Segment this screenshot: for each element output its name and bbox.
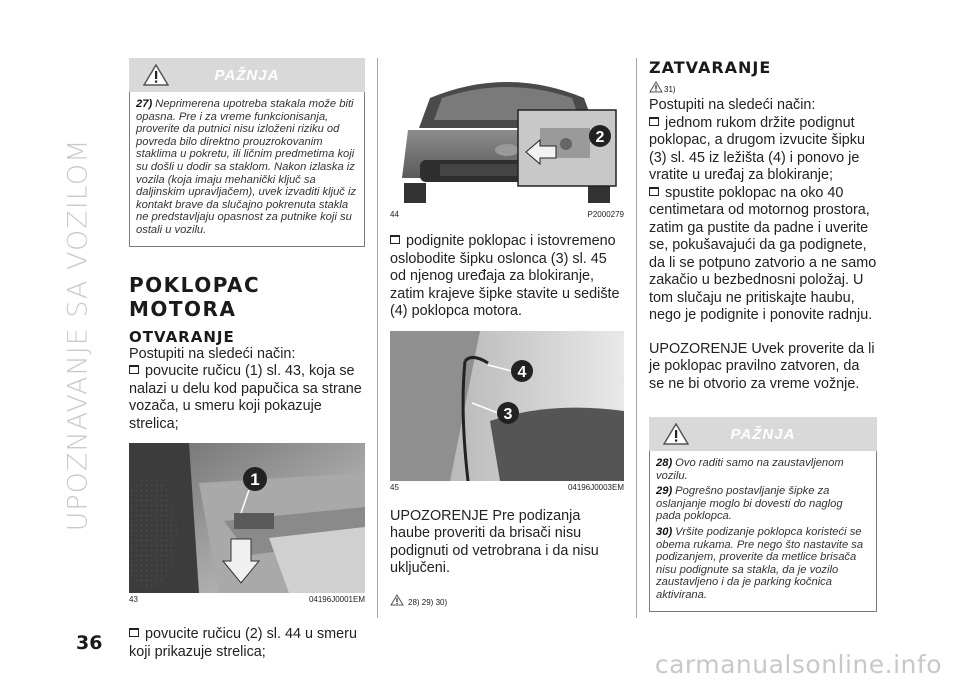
subsection-heading: OTVARANJE [129, 327, 235, 346]
warning-triangle-icon [390, 594, 404, 606]
figure-code: P2000279 [587, 210, 624, 219]
watermark: carmanualsonline.info [654, 650, 942, 679]
figure-45 [390, 331, 624, 492]
warning-title: PAŽNJA [214, 66, 280, 84]
caution-note: UPOZORENJE Uvek proverite da li je poklopac pravilno zatvoren, da se ne bi otvorio za vreme vožnje. [649, 340, 875, 392]
section-side-title: UPOZNAVANJE SA VOZILOM [62, 138, 94, 532]
figure-code: 04196J0003EM [567, 482, 624, 492]
figure-43 [129, 443, 365, 604]
bullet-box-icon [390, 235, 400, 244]
figure-44-image [390, 58, 624, 208]
warning-block [649, 417, 877, 612]
warning-number: 27) [136, 98, 153, 110]
figure-code: 04196J0001EM [308, 595, 365, 605]
column-1 [129, 58, 365, 661]
column-divider [636, 58, 637, 618]
warning-text: Ovo raditi samo na zaustavljenom vozilu. [656, 457, 844, 482]
figure-43-image [129, 443, 365, 593]
figure-number: 43 [129, 595, 138, 605]
bullet-box-icon [649, 187, 659, 196]
figure-43-callout: 1 [250, 470, 260, 490]
figure-number: 45 [390, 482, 399, 492]
page-number: 36 [76, 632, 103, 654]
bullet-item: spustite poklopac na oko 40 centimetara od motornog prostora, zatim ga pustite da padne i uverite se, pokušavajući da ga podignete, da li se potpuno zatvorio a ne samo zakačio u bezbednosni položaj. U tom slučaju ne pritiskajte haubu, nego je podignite i ponovite radnju. [649, 184, 877, 323]
intro-text: Postupiti na sledeći način: [129, 345, 296, 362]
warning-triangle-icon [143, 63, 169, 87]
warning-box: 28) Ovo raditi samo na zaustavljenom vozilu. 29) Pogrešno postavljanje šipke za oslanjanje moglo bi dovesti do naglog pada poklopca. 30) Vršite podizanje poklopca koristeći se obema rukama. Pre nego što nastavite sa podizanjem, proverite da metlice brisača nisu podignute sa stakla, da je vozilo zaustavljeno i da je parking kočnica aktivirana. [649, 451, 877, 612]
warning-header [129, 58, 365, 92]
subsection-heading: ZATVARANJE [649, 58, 772, 77]
bullet-box-icon [649, 117, 659, 126]
bullet-item: jednom rukom držite podignut poklopac, a drugom izvucite šipku (3) sl. 45 iz ležišta (4) i ponovo je vratite u uređaj za blokiranje; [649, 114, 865, 183]
figure-44 [390, 58, 624, 219]
bullet-item: povucite ručicu (1) sl. 43, koja se nalazi u delu kod papučica sa strane vozača, u smeru koji pokazuje strelica; [129, 363, 362, 432]
column-2 [390, 58, 624, 610]
bullet-item: podignite poklopac i istovremeno oslobodite šipku oslonca (3) sl. 45 od njenog uređaja za blokiranje, zatim krajeve šipke stavite u sedište (4) poklopca motora. [390, 233, 620, 319]
warning-reference: 31) [649, 79, 877, 97]
warning-title: PAŽNJA [730, 425, 796, 443]
section-heading: POKLOPAC MOTORA [129, 272, 261, 321]
column-3 [649, 58, 877, 612]
warning-text: Vršite podizanje poklopca koristeći se obema rukama. Pre nego što nastavite sa podizanjem, proverite da metlice brisača nisu podignute sa stakla, da je vozilo zaustavljeno i da je parking kočnica aktivirana. [656, 525, 864, 601]
caution-note: UPOZORENJE Pre podizanja haube proveriti da brisači nisu podignuti od vetrobrana i da nisu uključeni. [390, 507, 599, 576]
warning-triangle-icon [663, 422, 689, 446]
figure-44-callout: 2 [595, 129, 605, 146]
figure-number: 44 [390, 210, 399, 219]
bullet-item: povucite ručicu (2) sl. 44 u smeru koji prikazuje strelica; [129, 626, 357, 660]
warning-references: 28) 29) 30) [390, 592, 624, 610]
warning-text: Pogrešno postavljanje šipke za oslanjanje moglo bi dovesti do naglog pada poklopca. [656, 485, 843, 523]
warning-box [129, 92, 365, 247]
bullet-box-icon [129, 365, 139, 374]
figure-45-callout-3: 3 [503, 405, 513, 423]
figure-45-callout-4: 4 [517, 363, 527, 381]
bullet-box-icon [129, 628, 139, 637]
column-divider [377, 58, 378, 618]
figure-45-image [390, 331, 624, 481]
warning-text: Neprimerena upotreba stakala može biti opasna. Pre i za vreme funkcionisanja, proverite da putnici nisu izloženi riziku od povreda bilo direktno prouzrokovanim staklima u pokretu, ili ličnim predmetima koji su došli u dodir sa staklom. Nakon izlaska iz vozila (koja imaju mehanički ključ sa daljinskim upravljačem), uvek izvaditi ključ iz kontakt brave da slučajno pokrenuta stakla ne predstavljaju opasnost za putnike koji su ostali u vozilu. [136, 98, 357, 236]
warning-header [649, 417, 877, 451]
warning-triangle-icon [649, 81, 663, 93]
intro-text: Postupiti na sledeći način: [649, 97, 816, 113]
